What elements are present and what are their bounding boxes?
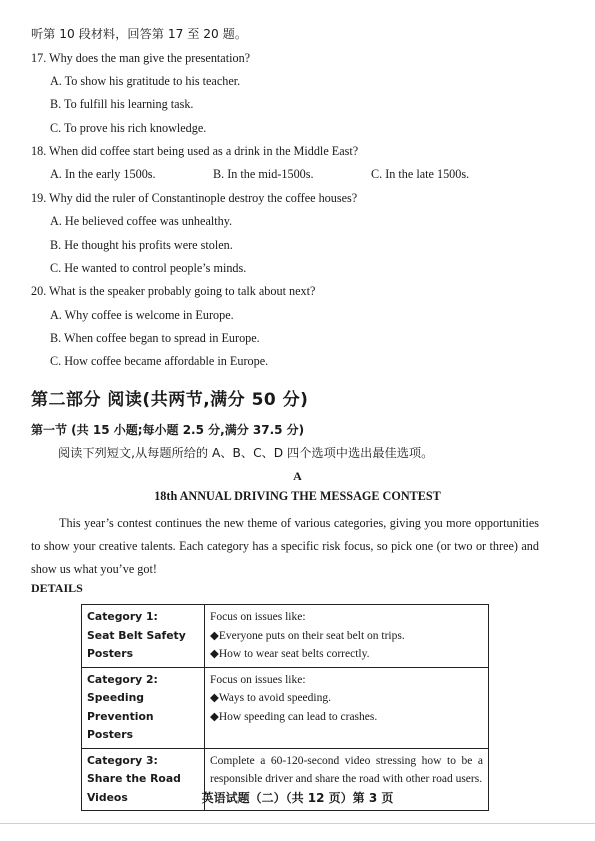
q19-option-a: A. He believed coffee was unhealthy. (50, 214, 233, 228)
category-title: Share the Road (87, 772, 181, 785)
question-17: 17. Why does the man give the presentation? (31, 51, 251, 65)
question-19: 19. Why did the ruler of Constantinople destroy the coffee houses? (31, 191, 358, 205)
description-line: Complete a 60-120-second video stressing how to be a responsible driver and share the road with other road users. (210, 754, 483, 785)
category-name-cell (82, 667, 205, 748)
contest-title: 18th ANNUAL DRIVING THE MESSAGE CONTEST (154, 489, 441, 503)
table-row (82, 667, 489, 748)
description-line: ◆How speeding can lead to crashes. (210, 710, 378, 723)
question-18: 18. When did coffee start being used as a drink in the Middle East? (31, 144, 359, 158)
q20-option-a: A. Why coffee is welcome in Europe. (50, 308, 234, 322)
q20-option-b: B. When coffee began to spread in Europe. (50, 331, 260, 345)
category-title: Speeding Prevention (87, 691, 154, 723)
description-line: Focus on issues like: (210, 673, 306, 686)
category-title: Seat Belt Safety (87, 628, 186, 642)
q18-option-a: A. In the early 1500s. (50, 167, 156, 181)
details-label: DETAILS (31, 581, 83, 595)
q17-option-b: B. To fulfill his learning task. (50, 97, 194, 111)
page-footer: 英语试题（二）（共 12 页）第 3 页 (201, 791, 394, 805)
page-edge-rule (0, 823, 595, 824)
description-line: ◆How to wear seat belts correctly. (210, 648, 370, 660)
description-line: ◆Everyone puts on their seat belt on trips. (210, 629, 405, 642)
q19-option-c: C. He wanted to control people’s minds. (50, 261, 247, 275)
categories-table (81, 604, 489, 811)
q18-option-c: C. In the late 1500s. (371, 167, 470, 181)
category-description-cell (205, 667, 489, 748)
category-label: Category 2: (87, 672, 158, 686)
category-name-cell (82, 605, 205, 668)
category-label: Category 1: (87, 610, 158, 623)
passage-label: A (293, 469, 302, 483)
table-row (82, 605, 489, 668)
category-description-cell (205, 605, 489, 668)
section-one-heading: 第一节 (共 15 小题;每小题 2.5 分,满分 37.5 分) (31, 423, 305, 437)
listening-intro: 听第 10 段材料，回答第 17 至 20 题。 (31, 27, 248, 41)
q17-option-c: C. To prove his rich knowledge. (50, 121, 207, 135)
passage-paragraph: This year’s contest continues the new theme of various categories, giving you more opportunities to show your creative talents. Each category has a specific risk focus, so pick one (or two or three) and show us what you’ve got! (31, 516, 539, 576)
q17-option-a: A. To show his gratitude to his teacher. (50, 74, 241, 88)
part-two-heading: 第二部分 阅读(共两节,满分 50 分) (31, 390, 309, 410)
question-20: 20. What is the speaker probably going to talk about next? (31, 284, 316, 298)
category-label: Category 3: (87, 753, 158, 767)
category-type: Videos (87, 790, 128, 804)
q20-option-c: C. How coffee became affordable in Europe. (50, 354, 269, 368)
category-type: Posters (87, 647, 133, 660)
description-line: ◆Ways to avoid speeding. (210, 692, 331, 704)
q19-option-b: B. He thought his profits were stolen. (50, 238, 233, 252)
description-line: Focus on issues like: (210, 611, 306, 623)
category-type: Posters (87, 728, 133, 741)
q18-option-b: B. In the mid-1500s. (213, 167, 314, 181)
reading-instruction: 阅读下列短文,从每题所给的 A、B、C、D 四个选项中选出最佳选项。 (58, 446, 434, 460)
